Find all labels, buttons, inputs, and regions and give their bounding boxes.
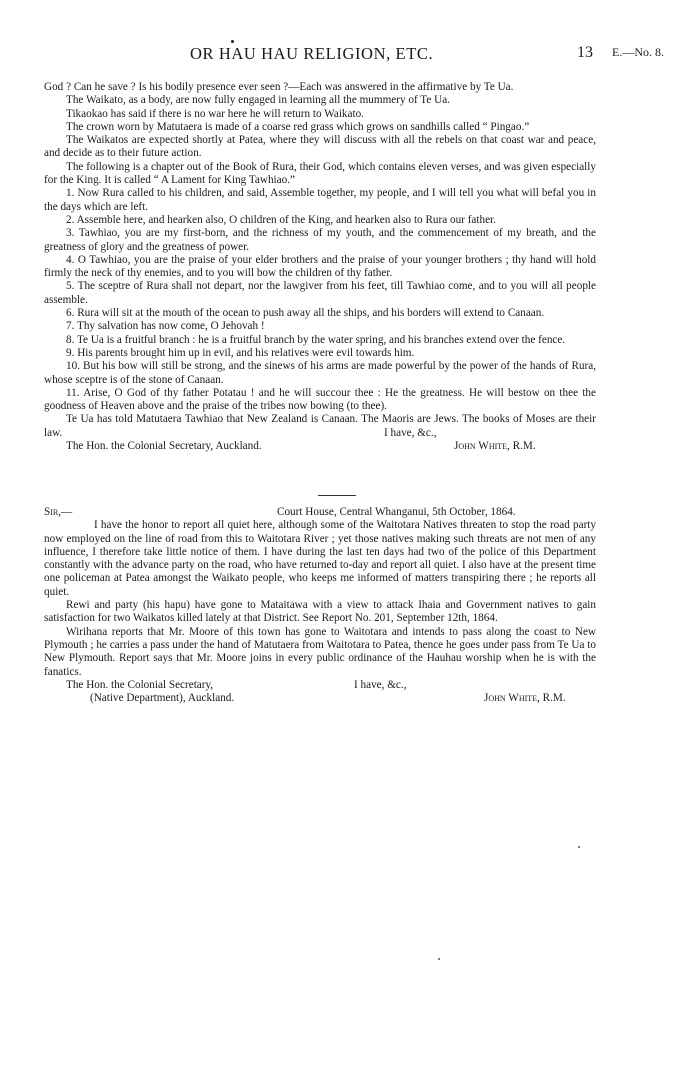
verse-2: 2. Assemble here, and hearken also, O children of the King, and hearken also to Rura our father.	[66, 213, 496, 226]
signature: John White, R.M.	[454, 440, 536, 453]
salutation: Sir,—	[44, 506, 73, 518]
paragraph: God ? Can he save ? Is his bodily presence ever seen ?—Each was answered in the affirmative by Te Ua.	[44, 81, 514, 93]
print-speck	[438, 958, 440, 960]
dateline: Court House, Central Whanganui, 5th October, 1864.	[277, 506, 516, 518]
document-reference: E.—No. 8.	[612, 45, 664, 59]
verse-9: 9. His parents brought him up in evil, and his relatives were evil towards him.	[66, 346, 415, 359]
paragraph: The following is a chapter out of the Book of Rura, their God, which contains eleven verses, and was given especially for the King. It is called “ A Lament for King Tawhiao.”	[44, 160, 596, 187]
addressee: The Hon. the Colonial Secretary,	[66, 678, 214, 691]
verse-5: 5. The sceptre of Rura shall not depart, nor the lawgiver from his feet, till Tawhiao come, and to you will all people assemble.	[44, 280, 596, 306]
verse-7: 7. Thy salvation has now come, O Jehovah !	[66, 320, 265, 333]
verse-8: 8. Te Ua is a fruitful branch : he is a fruitful branch by the water spring, and his branches extend over the fence.	[66, 333, 566, 346]
paragraph: Tikaokao has said if there is no war here he will return to Waikato.	[66, 107, 364, 120]
closing: I have, &c.,	[354, 678, 407, 691]
closing: I have, &c.,	[384, 426, 437, 439]
signature-line	[44, 692, 596, 705]
paragraph: I have the honor to report all quiet here, although some of the Waitotara Natives threaten to stop the road party now employed on the line of road from this to Waitotara River ; yet those natives making such threats are not men of any influence, I therefore take little notice of them. I have during the last ten days had two of the police of this Department constantly with the advance party on the road, who have returned to-day and report all quiet. I also have at the present time one policeman at Patea amongst the Waikato people, who keeps me informed of matters transpiring there ; he reports all quiet.	[44, 519, 596, 598]
paragraph: Te Ua has told Matutaera Tawhiao that New Zealand is Canaan. The Maoris are Jews. The books of Moses are their law.	[44, 413, 596, 439]
signature: John White, R.M.	[484, 692, 566, 705]
addressee: The Hon. the Colonial Secretary, Auckland.	[66, 440, 262, 453]
verse-3: 3. Tawhiao, you are my first-born, and the richness of my youth, and the commencement of my breath, and the greatness of glory and the greatness of power.	[44, 227, 596, 253]
addressee-department: (Native Department), Auckland.	[90, 692, 235, 705]
paragraph: The Waikatos are expected shortly at Patea, where they will discuss with all the rebels on that coast war and peace, and decide as to their future action.	[44, 134, 596, 160]
verse-4: 4. O Tawhiao, you are the praise of your elder brothers and the praise of your younger brothers ; thy hand will hold firmly the neck of thy enemies, and to you will bow the children of thy father.	[44, 253, 596, 280]
verse-1: 1. Now Rura called to his children, and said, Assemble together, my people, and I will tell you what will befal you in the days which are left.	[44, 187, 596, 213]
verse-11: 11. Arise, O God of thy father Potatau ! and he will succour thee : He the greatness. He will bestow on thee the goodness of Heaven above and the praise of the tribes now bowing (to thee).	[44, 386, 596, 413]
running-title: OR HAU HAU RELIGION, ETC.	[190, 44, 434, 63]
verse-10: 10. But his bow will still be strong, and the sinews of his arms are made powerful by the power of the hands of Rura, whose sceptre is of the stone of Canaan.	[44, 360, 596, 386]
paragraph: The crown worn by Matutaera is made of a coarse red grass which grows on sandhills called “ Pingao.”	[66, 120, 530, 133]
closing-line	[44, 679, 596, 692]
verse-6: 6. Rura will sit at the mouth of the ocean to push away all the ships, and his borders will extend to Canaan.	[66, 307, 545, 320]
paragraph: Wirihana reports that Mr. Moore of this town has gone to Waitotara and intends to pass along the coast to New Plymouth ; he carries a pass under the hand of Matutaera from Waitotara to Patea, thence he goes under pass from Te Ua to New Plymouth. Report says that Mr. Moore joins in every public ordinance of the Hauhau worship when he is with the fanatics.	[44, 625, 596, 678]
salutation-line	[44, 506, 596, 519]
print-speck	[578, 846, 580, 848]
letter-1-body	[44, 81, 596, 453]
paragraph: Rewi and party (his hapu) have gone to Mataitawa with a view to attack Ihaia and Government natives to gain satisfaction for two Waikatos killed lately at that District. See Report No. 201, September 12th, 1864.	[44, 599, 596, 625]
page-header	[0, 44, 700, 68]
page-number: 13	[577, 44, 593, 61]
print-dot-mark	[231, 40, 234, 43]
paragraph: The Waikato, as a body, are now fully engaged in learning all the mummery of Te Ua.	[66, 94, 450, 107]
letter-2-body	[44, 506, 596, 705]
section-divider	[318, 495, 356, 496]
